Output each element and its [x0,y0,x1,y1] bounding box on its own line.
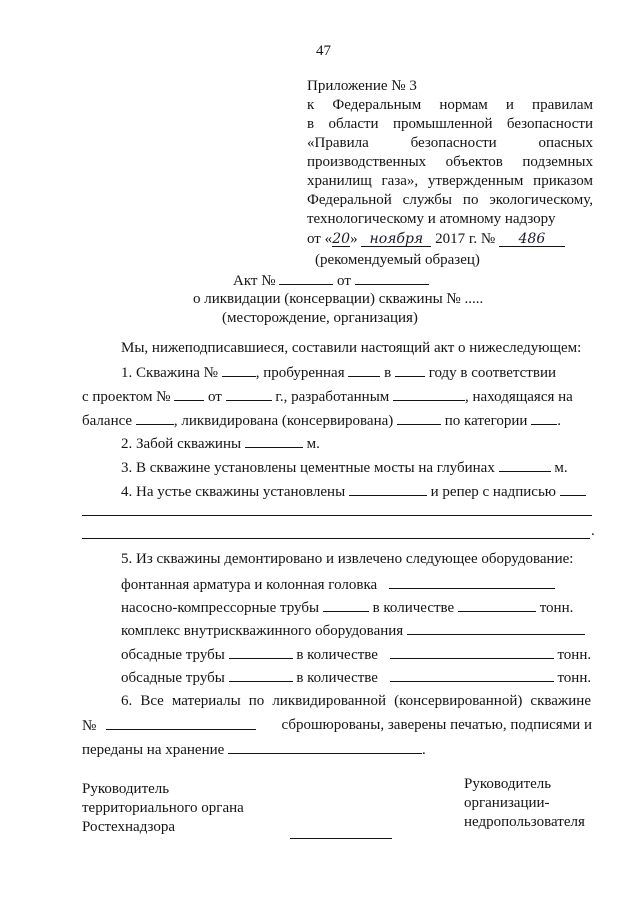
item-3 [121,458,568,477]
date-month-handwritten: ноября [361,232,431,247]
item-4-blank-line-2[interactable] [82,538,590,539]
item-6-text: . [422,742,426,758]
signature-left-1: Руководитель [82,781,170,797]
wellhead-installed-field[interactable] [349,482,427,496]
signature-line[interactable] [290,838,392,839]
intro-text: Мы, нижеподписавшиеся, составили настоящий акт о нижеследующем: [121,340,582,356]
item-5-fountain [121,575,555,594]
bottomhole-field[interactable] [245,434,303,448]
item-5-text: в количестве [296,647,378,663]
signature-left-3: Ростехнадзора [82,819,176,835]
item-3-text: м. [554,460,568,476]
materials-well-number-field[interactable] [106,716,256,730]
complex-field[interactable] [407,621,585,635]
header-line-1: к Федеральным нормам и правилам [307,97,593,113]
balance-field[interactable] [136,411,174,425]
item-2-text: м. [306,436,320,452]
act-number-field[interactable] [279,271,333,285]
item-5-text: комплекс внутрискважинного оборудования [121,623,404,639]
casing-1-quantity-field[interactable] [390,645,554,659]
item-5-text: тонн. [539,600,574,616]
header-line-7: технологическому и атомному надзору [307,211,556,227]
pumps-field[interactable] [323,598,369,612]
item-1-text: по категории [444,413,528,429]
item-2-text: 2. Забой скважины [121,436,242,452]
casing-2-field[interactable] [229,668,293,682]
date-day-handwritten: 20 [332,231,351,247]
header-line-2: в области промышленной безопасности [307,116,593,132]
item-5-casing-1 [121,645,591,664]
item-5-text: обсадные трубы [121,647,225,663]
category-field[interactable] [531,411,557,425]
item-5-complex [121,621,585,640]
item-6-text: сброшюрованы, заверены печатью, подписями и [281,717,592,733]
item-6-text: переданы на хранение [82,742,225,758]
item-6-line-1: 6. Все материалы по ликвидированной (консервированной) скважине [121,693,591,709]
item-4-end: . [591,523,595,539]
appendix-title: Приложение № 3 [307,78,417,94]
item-5-casing-2 [121,668,591,687]
pumps-quantity-field[interactable] [458,598,536,612]
storage-field[interactable] [228,740,422,754]
item-1-text: в [384,365,392,381]
date-year: 2017 г. № [435,231,496,247]
date-mid: » [350,231,358,247]
signature-right-2: организации- [464,795,550,811]
act-from: от [337,273,351,289]
item-5-text: насосно-компрессорные трубы [121,600,320,616]
cement-depth-field[interactable] [499,458,551,472]
act-subject: о ликвидации (консервации) скважины № ..... [193,291,484,307]
drilled-year-field[interactable] [395,363,425,377]
act-place: (месторождение, организация) [222,310,418,326]
item-5-text: фонтанная арматура и колонная головка [121,577,378,593]
item-1-text: 1. Скважина № [121,365,218,381]
casing-1-field[interactable] [229,645,293,659]
item-5-text: в количестве [296,670,378,686]
header-line-3: «Правила безопасности опасных [307,135,593,151]
item-1-text: . [557,413,561,429]
signature-right-1: Руководитель [464,776,552,792]
item-4-text: и репер с надписью [430,484,557,500]
item-6-text: № [82,718,97,734]
act-title [233,271,429,290]
item-5-text: в количестве [372,600,455,616]
header-line-5: хранилищ газа», утвержденным приказом [307,173,593,189]
order-number-handwritten: 486 [499,232,565,247]
act-label: Акт № [233,273,276,289]
item-1-text: г., разработанным [275,389,390,405]
item-1-text: балансе [82,413,133,429]
header-line-4: производственных объектов подземных [307,154,593,170]
item-5-text: обсадные трубы [121,670,225,686]
fountain-field[interactable] [389,575,555,589]
item-4-text: 4. На устье скважины установлены [121,484,346,500]
item-1-text: , пробуренная [255,365,345,381]
item-1-text: , ликвидирована (консервирована) [173,413,394,429]
item-1-line-3 [82,411,561,430]
item-1-line-2 [82,387,573,406]
project-date-field[interactable] [226,387,272,401]
item-1-text: с проектом № [82,389,171,405]
item-1-line-1 [121,363,556,382]
act-date-field[interactable] [355,271,429,285]
item-6-line-2 [82,716,592,735]
item-5-title: 5. Из скважины демонтировано и извлечено следующее оборудование: [121,551,574,567]
liquidation-field[interactable] [397,411,441,425]
item-4 [121,482,586,501]
well-number-field[interactable] [222,363,256,377]
order-date-line [307,230,565,248]
signature-left-2: территориального органа [82,800,244,816]
item-1-text: , находящаяся на [465,389,573,405]
drilled-by-field[interactable] [348,363,380,377]
item-2 [121,434,320,453]
header-line-6: Федеральной службы по экологическому, [307,192,593,208]
item-4-blank-line-1[interactable] [82,515,592,516]
item-1-text: от [208,389,222,405]
project-number-field[interactable] [174,387,204,401]
item-5-pumps [121,598,573,617]
casing-2-quantity-field[interactable] [390,668,554,682]
item-6-line-3 [82,740,426,759]
item-5-text: тонн. [557,647,592,663]
item-5-text: тонн. [557,670,592,686]
item-1-text: году в соответствии [428,365,557,381]
recommended-sample: (рекомендуемый образец) [315,252,480,268]
signature-right-3: недропользователя [464,814,585,830]
date-prefix: от « [307,231,333,247]
developer-field[interactable] [393,387,465,401]
item-3-text: 3. В скважине установлены цементные мосты на глубинах [121,460,495,476]
page-number: 47 [316,43,331,59]
benchmark-field[interactable] [560,482,586,496]
